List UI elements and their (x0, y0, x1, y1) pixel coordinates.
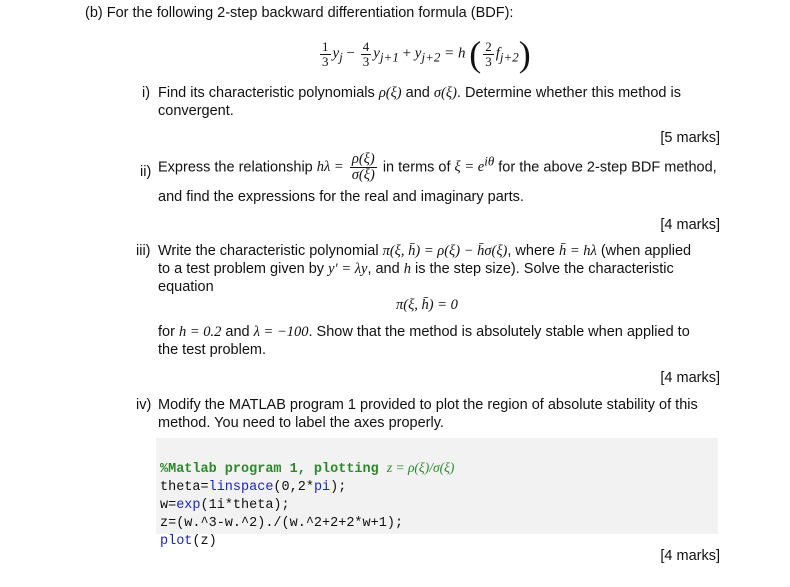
part-iv-marks: [4 marks] (660, 548, 720, 564)
part-iii-label: iii) (136, 243, 151, 259)
code-line-3: w=exp(1i*theta); (160, 498, 290, 513)
question-header: (b) For the following 2-step backward differentiation formula (BDF): (85, 5, 514, 21)
part-iii-line1: Write the characteristic polynomial π(ξ, h̄) = ρ(ξ) − h̄σ(ξ), where h̄ = hλ (when applied (158, 243, 692, 259)
code-line-5: plot(z) (160, 534, 217, 549)
part-ii-line1: Express the relationship hλ = $\frac{\rho(\xi)}{\sigma(\xi)}$ in terms of $\xi = e^{i\theta}$ for the above 2-step BDF method, (158, 151, 717, 184)
part-iii-line4: for h = 0.2 and λ = −100. Show that the method is absolutely stable when applied to (158, 324, 690, 340)
part-i-line2: convergent. (158, 103, 234, 119)
part-i-label: i) (142, 85, 151, 101)
bdf-formula: $\frac{1}{3}$ $y_j$ − $\frac{4}{3}$ $y_{j+1} + y_{j+2} = h$ ( $\frac{2}{3}$ $f_{j+2}$) (322, 34, 531, 74)
matlab-code-block (156, 438, 718, 549)
part-i-marks: [5 marks] (660, 130, 720, 146)
part-iv-label: iv) (136, 397, 152, 413)
code-line-4: z=(w.^3-w.^2)./(w.^2+2+2*w+1); (160, 516, 404, 531)
part-ii-line2: and find the expressions for the real and imaginary parts. (158, 189, 524, 205)
part-iii-marks: [4 marks] (660, 370, 720, 386)
part-i-line1: Find its characteristic polynomials ρ(ξ) and σ(ξ). Determine whether this method is (158, 85, 681, 101)
part-iii-line3: equation (158, 279, 214, 295)
part-iv-line2: method. You need to label the axes properly. (158, 415, 444, 431)
part-ii-marks: [4 marks] (660, 217, 720, 233)
part-iii-line2: to a test problem given by y′ = λy, and h is the step size). Solve the characteristic (158, 261, 674, 277)
part-iii-line5: the test problem. (158, 342, 266, 358)
part-ii-label: ii) (140, 164, 152, 180)
code-line-1: %Matlab program 1, plotting z = ρ(ξ)/σ(ξ) (160, 460, 455, 477)
characteristic-equation: π(ξ, h̄) = 0 (396, 297, 458, 313)
part-iv-line1: Modify the MATLAB program 1 provided to plot the region of absolute stability of this (158, 397, 698, 413)
code-line-2: theta=linspace(0,2*pi); (160, 480, 347, 495)
